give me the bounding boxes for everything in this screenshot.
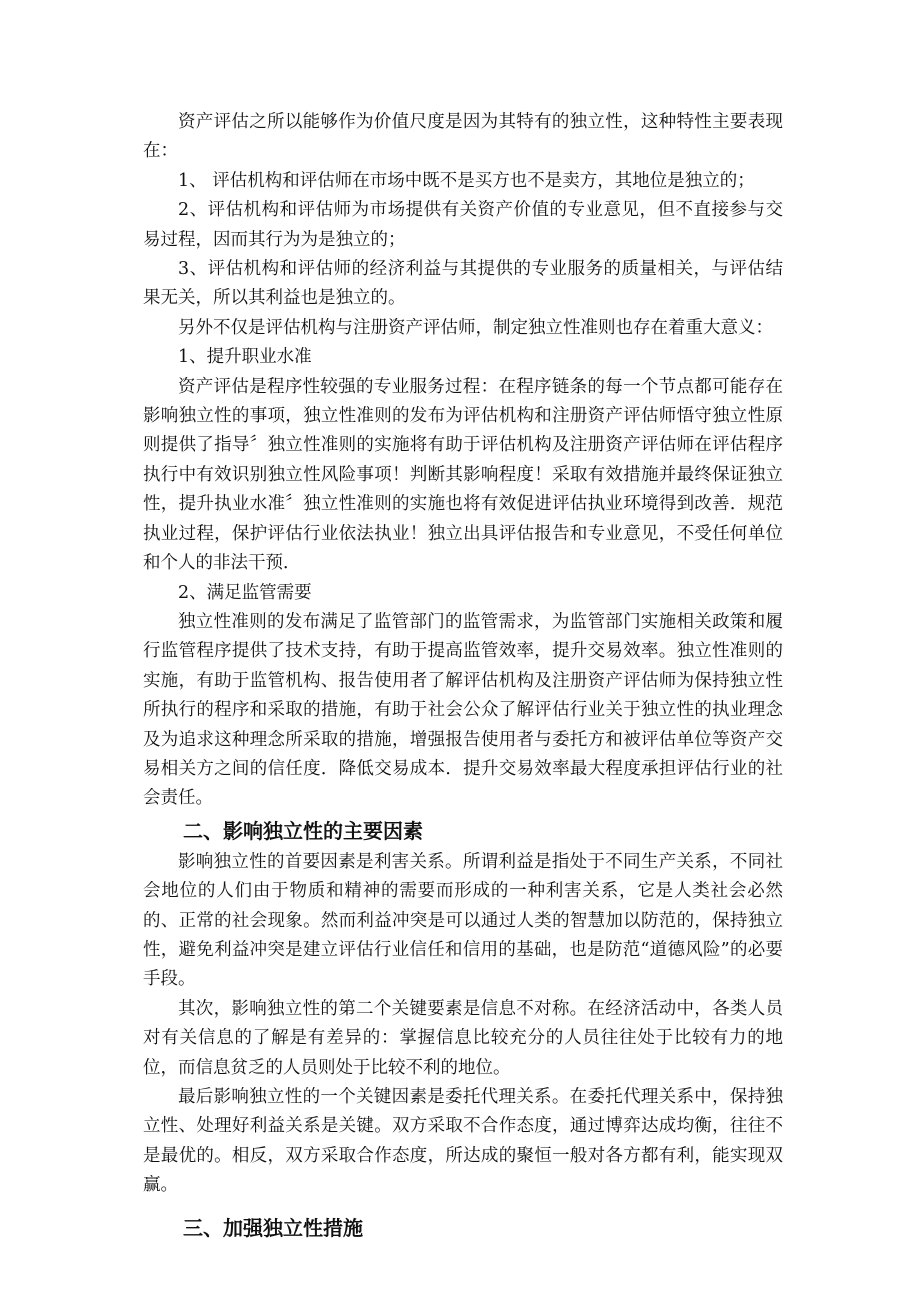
point-2: 2、评估机构和评估师为市场提供有关资产价值的专业意见，但不直接参与交易过程，因而其行为为是独立的； <box>143 200 783 250</box>
point-1: 1、 评估机构和评估师在市场中既不是买方也不是卖方，其地位是独立的； <box>178 170 755 191</box>
subsection-1-body: 资产评估是程序性较强的专业服务过程：在程序链条的每一个节点都可能存在影响独立性的事项，独立性准则的发布为评估机构和注册资产评估师悟守独立性原则提供了指导〞独立性准则的实施将有助于评估机构及注册资产评估师在评估程序执行中有效识别独立性风险事项！判断其影响程度！采取有效措施并最终保证独立性，提升执业水准〞独立性准则的实施也将有效促进评估执业环境得到改善．规范执业过程，保护评估行业依法执业！独立出具评估报告和专业意见，不受任何单位和个人的非法干预． <box>143 376 783 574</box>
document-page <box>143 108 783 1245</box>
subsection-2-body: 独立性准则的发布满足了监管部门的监管需求，为监管部门实施相关政策和履行监管程序提供了技术支持，有助于提高监管效率，提升交易效率。独立性准则的实施，有助于监管机构、报告使用者了解评估机构及注册资产评估师为保持独立性所执行的程序和采取的措施，有助于社会公众了解评估行业关于独立性的执业理念及为追求这种理念所采取的措施，增强报告使用者与委托方和被评估单位等资产交易相关方之间的信任度．降低交易成本．提升交易效率最大程度承担评估行业的社会责任。 <box>143 611 783 809</box>
factor-2-paragraph: 其次，影响独立性的第二个关键要素是信息不对称。在经济活动中，各类人员对有关信息的了解是有差异的：掌握信息比较充分的人员往往处于比较有力的地位，而信息贫乏的人员则处于比较不利的地位。 <box>143 998 783 1078</box>
subsection-2-title: 2、满足监管需要 <box>178 582 312 603</box>
intro-paragraph: 资产评估之所以能够作为价值尺度是因为其特有的独立性，这种特性主要表现在： <box>143 112 783 162</box>
section-2-heading: 二、影响独立性的主要因素 <box>183 818 423 843</box>
significance-intro: 另外不仅是评估机构与注册资产评估师，制定独立性准则也存在着重大意义： <box>178 317 773 338</box>
point-3: 3、评估机构和评估师的经济利益与其提供的专业服务的质量相关，与评估结果无关，所以其利益也是独立的。 <box>143 259 783 309</box>
section-3-heading: 三、加强独立性措施 <box>183 1215 363 1240</box>
subsection-1-title: 1、提升职业水准 <box>178 347 312 368</box>
factor-1-paragraph: 影响独立性的首要因素是利害关系。所谓利益是指处于不同生产关系，不同社会地位的人们由于物质和精神的需要而形成的一种利害关系，它是人类社会必然的、正常的社会现象。然而利益冲突是可以通过人类的智慧加以防范的，保持独立性，避免利益冲突是建立评估行业信任和信用的基础，也是防范“道德风险”的必要手段。 <box>143 851 783 990</box>
factor-3-paragraph: 最后影响独立性的一个关键因素是委托代理关系。在委托代理关系中，保持独立性、处理好利益关系是关键。双方采取不合作态度，通过博弈达成均衡，往往不是最优的。相反，双方采取合作态度，所达成的聚恒一般对各方都有利，能实现双赢。 <box>143 1087 783 1196</box>
